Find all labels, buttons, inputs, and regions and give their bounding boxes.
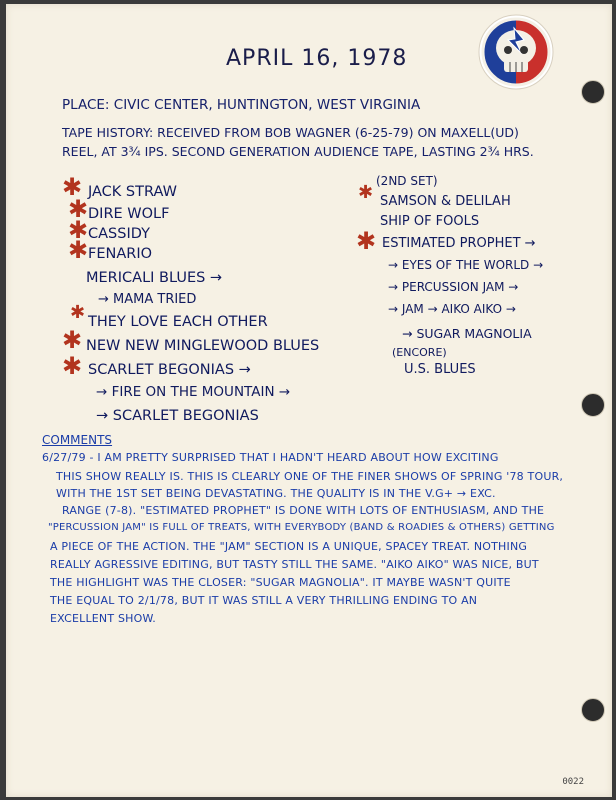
- page-title: APRIL 16, 1978: [226, 46, 408, 71]
- star-mark: ✱: [62, 173, 83, 201]
- set2-song: → PERCUSSION JAM →: [388, 280, 519, 294]
- set2-song: → SUGAR MAGNOLIA: [402, 326, 532, 341]
- set1-song: NEW NEW MINGLEWOOD BLUES: [86, 338, 320, 354]
- set1-song: → MAMA TRIED: [98, 292, 197, 307]
- comment-line: THE HIGHLIGHT WAS THE CLOSER: "SUGAR MAGNOLIA". IT MAYBE WASN'T QUITE: [50, 576, 511, 589]
- encore-song: U.S. BLUES: [404, 362, 476, 377]
- set2-label: (2ND SET): [376, 174, 438, 188]
- set2-song: ESTIMATED PROPHET →: [382, 236, 536, 251]
- set2-song: SHIP OF FOOLS: [380, 214, 480, 229]
- comment-line: EXCELLENT SHOW.: [50, 612, 156, 625]
- steal-your-face-logo: [478, 14, 554, 90]
- set1-song: SCARLET BEGONIAS →: [88, 362, 251, 378]
- encore-label: (ENCORE): [392, 346, 447, 359]
- comment-line: A PIECE OF THE ACTION. THE "JAM" SECTION IS A UNIQUE, SPACEY TREAT. NOTHING: [50, 540, 528, 553]
- tape-history-line-1: TAPE HISTORY: RECEIVED FROM BOB WAGNER (6-25-79) ON MAXELL(UD): [62, 125, 519, 140]
- set1-song: FENARIO: [88, 246, 153, 262]
- comment-line: REALLY AGRESSIVE EDITING, BUT TASTY STILL THE SAME. "AIKO AIKO" WAS NICE, BUT: [50, 558, 539, 571]
- comment-line: THE EQUAL TO 2/1/78, BUT IT WAS STILL A VERY THRILLING ENDING TO AN: [50, 594, 478, 607]
- set1-song: → SCARLET BEGONIAS: [96, 408, 259, 424]
- star-mark: ✱: [358, 182, 374, 203]
- set2-song: → JAM → AIKO AIKO →: [388, 302, 516, 316]
- binder-hole-middle: [581, 393, 605, 417]
- star-mark: ✱: [68, 216, 89, 244]
- set2-song: SAMSON & DELILAH: [380, 194, 511, 209]
- set1-song: → FIRE ON THE MOUNTAIN →: [96, 384, 291, 400]
- venue-line: PLACE: CIVIC CENTER, HUNTINGTON, WEST VIRGINIA: [62, 97, 421, 113]
- set1-song: DIRE WOLF: [88, 206, 170, 222]
- star-mark: ✱: [70, 302, 86, 323]
- tape-history-line-2: REEL, AT 3¾ IPS. SECOND GENERATION AUDIENCE TAPE, LASTING 2¾ HRS.: [62, 144, 534, 159]
- set2-song: → EYES OF THE WORLD →: [388, 258, 544, 272]
- notebook-page: [6, 4, 612, 797]
- binder-hole-top: [581, 80, 605, 104]
- binder-hole-bottom: [581, 698, 605, 722]
- set1-song: CASSIDY: [88, 226, 150, 242]
- comment-line: THIS SHOW REALLY IS. THIS IS CLEARLY ONE OF THE FINER SHOWS OF SPRING '78 TOUR,: [56, 470, 564, 483]
- star-mark: ✱: [68, 195, 89, 223]
- set1-song: MERICALI BLUES →: [86, 270, 223, 286]
- comment-line: RANGE (7-8). "ESTIMATED PROPHET" IS DONE WITH LOTS OF ENTHUSIASM, AND THE: [62, 504, 545, 517]
- star-mark: ✱: [62, 352, 83, 380]
- set1-song: THEY LOVE EACH OTHER: [88, 314, 268, 330]
- comments-heading: COMMENTS: [42, 433, 113, 447]
- star-mark: ✱: [62, 326, 83, 354]
- set1-song: JACK STRAW: [88, 184, 177, 200]
- star-mark: ✱: [68, 236, 89, 264]
- star-mark: ✱: [356, 227, 377, 255]
- comment-line: "PERCUSSION JAM" IS FULL OF TREATS, WITH EVERYBODY (BAND & ROADIES & OTHERS) GETTING: [48, 522, 555, 533]
- comment-line: 6/27/79 - I AM PRETTY SURPRISED THAT I HADN'T HEARD ABOUT HOW EXCITING: [42, 451, 499, 464]
- page-number: 0022: [562, 777, 584, 787]
- comment-line: WITH THE 1ST SET BEING DEVASTATING. THE QUALITY IS IN THE V.G+ → EXC.: [56, 487, 496, 500]
